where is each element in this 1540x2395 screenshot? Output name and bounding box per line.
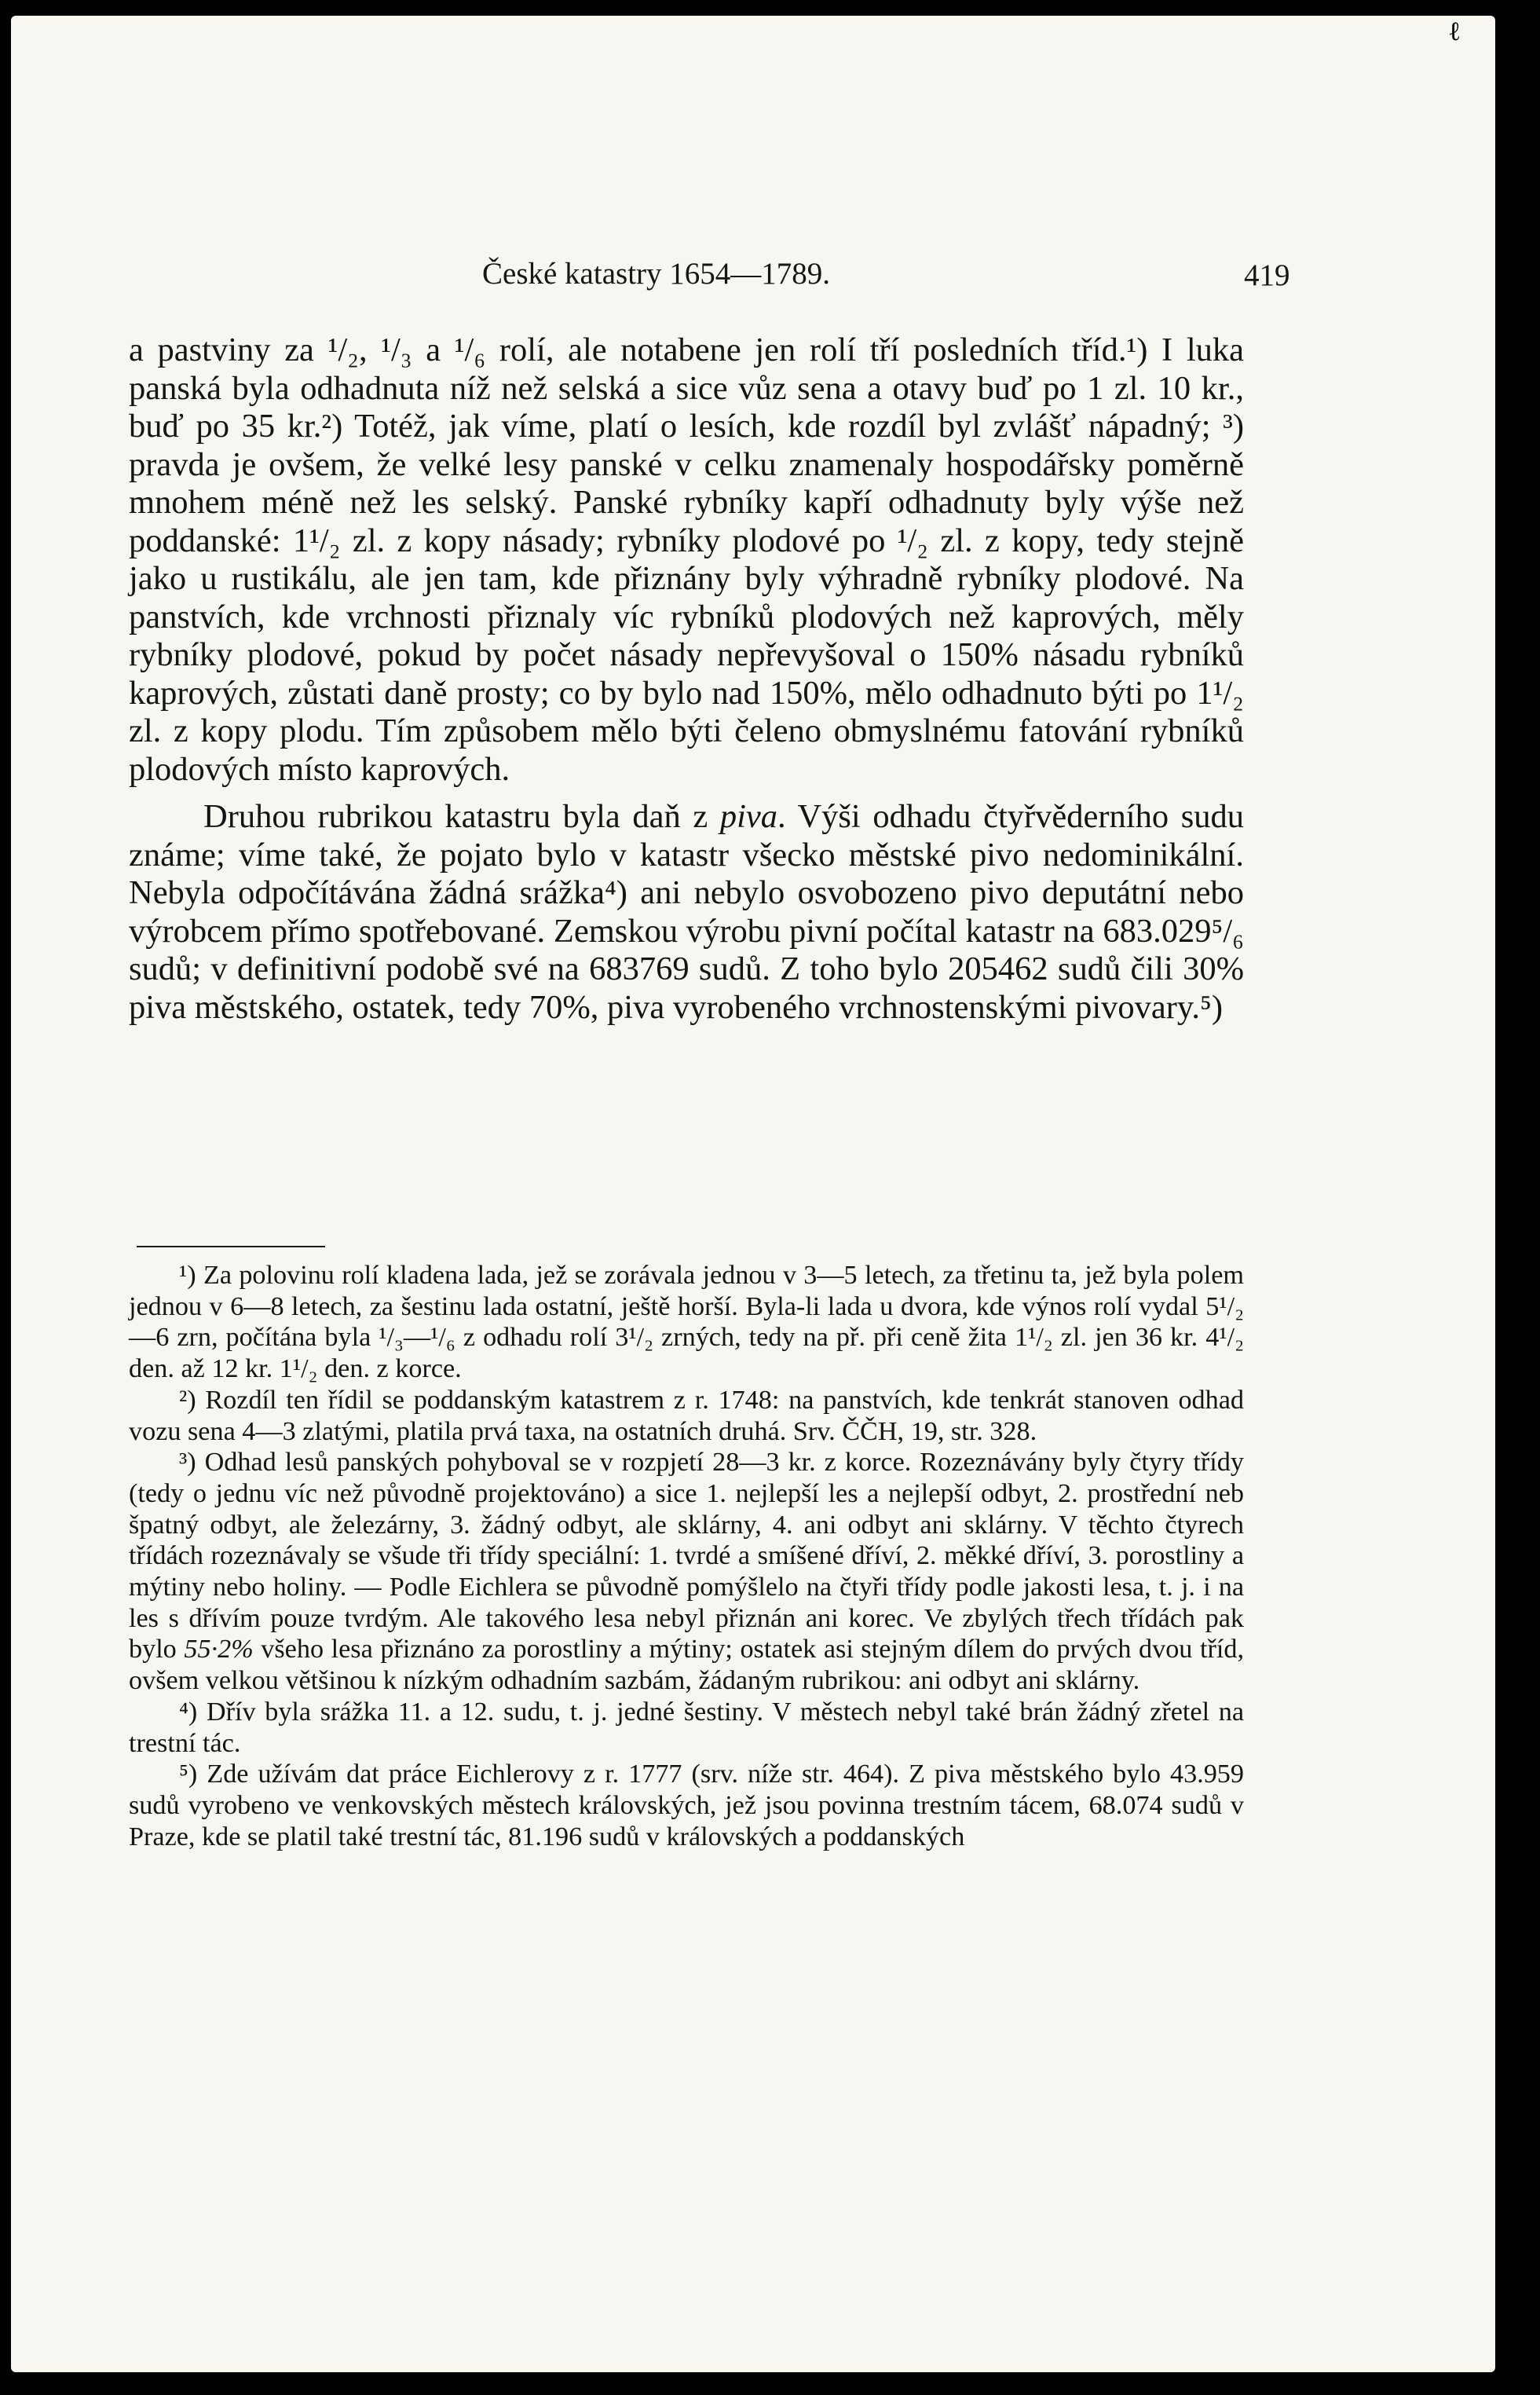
footnote-5: ⁵) Zde užívám dat práce Eichlerovy z r. 1777 (srv. níže str. 464). Z piva městského bylo 43.959 sudů vyrobeno ve venkovských městech královských, jež jsou povinna trestním tácem, 68.074 sudů v Praze, kde se platil také trestní tác, 81.196 sudů v královských a poddanských [129,1760,1244,1851]
beer-text-rest: . Výši odhadu čtyřvěderního sudu známe; víme také, že pojato bylo v katastr všecko městské pivo nedominikální. Nebyla odpočítávána žádná srážka⁴) ani nebylo osvobozeno pivo deputátní nebo výrobcem přímo spotřebované. Zemskou výrobu pivní počítal katastr na 683.029⁵/₆ sudů; v definitivní podobě své na 683769 sudů. Z toho bylo 205462 sudů čili 30% piva městského, ostatek, tedy 70%, piva vyrobeného vrchnostenskými pivovary.⁵) [129,798,1244,1026]
footnote-divider [137,1246,325,1247]
footnote-3 [129,1447,1244,1697]
footnote-1: ¹) Za polovinu rolí kladena lada, jež se zorávala jednou v 3—5 letech, za třetinu ta, jež byla polem jednou v 6—8 letech, za šestinu lada ostatní, ještě horší. Byla-li lada u dvora, kde výnos rolí vydal 5¹/₂—6 zrn, počítána byla ¹/₃—¹/₆ z odhadu rolí 3¹/₂ zrných, tedy na př. při ceně žita 1¹/₂ zl. jen 36 kr. 4¹/₂ den. až 12 kr. 1¹/₂ den. z korce. [129,1261,1244,1384]
footnote-3-percentage: 55·2% [184,1635,254,1664]
main-text [129,331,1244,1027]
footnotes [129,1260,1244,1852]
page-number: 419 [1244,258,1290,292]
running-title: České katastry 1654—1789. [482,257,831,291]
footnote-2: ²) Rozdíl ten řídil se poddanským katastrem z r. 1748: na panstvích, kde tenkrát stanoven odhad vozu sena 4—3 zlatými, platila prvá taxa, na ostatních druhá. Srv. ČČH, 19, str. 328. [129,1385,1244,1446]
book-page [11,16,1495,2372]
paragraph-pastures: a pastviny za ¹/₂, ¹/₃ a ¹/₆ rolí, ale notabene jen rolí tří posledních tříd.¹) I luka panská byla odhadnuta níž než selská a sice vůz sena a otavy buď po 1 zl. 10 kr., buď po 35 kr.²) Totéž, jak víme, platí o lesích, kde rozdíl byl zvlášť nápadný; ³) pravda je ovšem, že velké lesy panské v celku znamenaly hospodářsky poměrně mnohem méně než les selský. Panské rybníky kapří odhadnuty byly výše než poddanské: 1¹/₂ zl. z kopy násady; rybníky plodové po ¹/₂ zl. z kopy, tedy stejně jako u rustikálu, ale jen tam, kde přiznány byly výhradně rybníky plodové. Na panstvích, kde vrchnosti přiznaly víc rybníků plodových než kaprových, měly rybníky plodové, pokud by počet násady nepřevyšoval o 150% násadu rybníků kaprových, zůstati daně prosty; co by bylo nad 150%, mělo odhadnuto býti po 1¹/₂ zl. z kopy plodu. Tím způsobem mělo býti čeleno obmyslnému fatování rybníků plodových místo kaprových. [129,331,1244,788]
beer-text-start: Druhou rubrikou katastru byla daň z [203,798,720,835]
page-header [11,256,1495,300]
footnote-3-text-rest: všeho lesa přiznáno za porostliny a mýtiny; ostatek asi stejným dílem do prvých dvou tříd, ovšem velkou většinou k nízkým odhadním sazbám, žádaným rubrikou: ani odbyt ani sklárny. [129,1635,1244,1696]
scan-corner-mark: ℓ [1448,16,1461,47]
footnote-3-text-start: ³) Odhad lesů panských pohyboval se v rozpjetí 28—3 kr. z korce. Rozeznávány byly čtyry třídy (tedy o jednu víc než původně projektováno) a sice 1. nejlepší les a nejlepší odbyt, 2. prostřední neb špatný odbyt, ale železárny, 3. žádný odbyt, ale sklárny, 4. ani odbyt ani sklárny. V těchto čtyrech třídách rozeznávaly se všude tři třídy speciální: 1. tvrdé a smíšené dříví, 2. měkké dříví, 3. porostliny a mýtiny nebo holiny. — Podle Eichlera se původně pomýšlelo na čtyři třídy podle jakosti lesa, t. j. i na les s dřívím pouze tvrdým. Ale takového lesa nebyl přiznán ani korec. Ve zbylých třech třídách pak bylo [129,1448,1244,1664]
footnote-4: ⁴) Dřív byla srážka 11. a 12. sudu, t. j. jedné šestiny. V městech nebyl také brán žádný zřetel na trestní tác. [129,1697,1244,1758]
beer-italic-term: piva [719,798,777,835]
paragraph-beer-tax [129,798,1244,1027]
